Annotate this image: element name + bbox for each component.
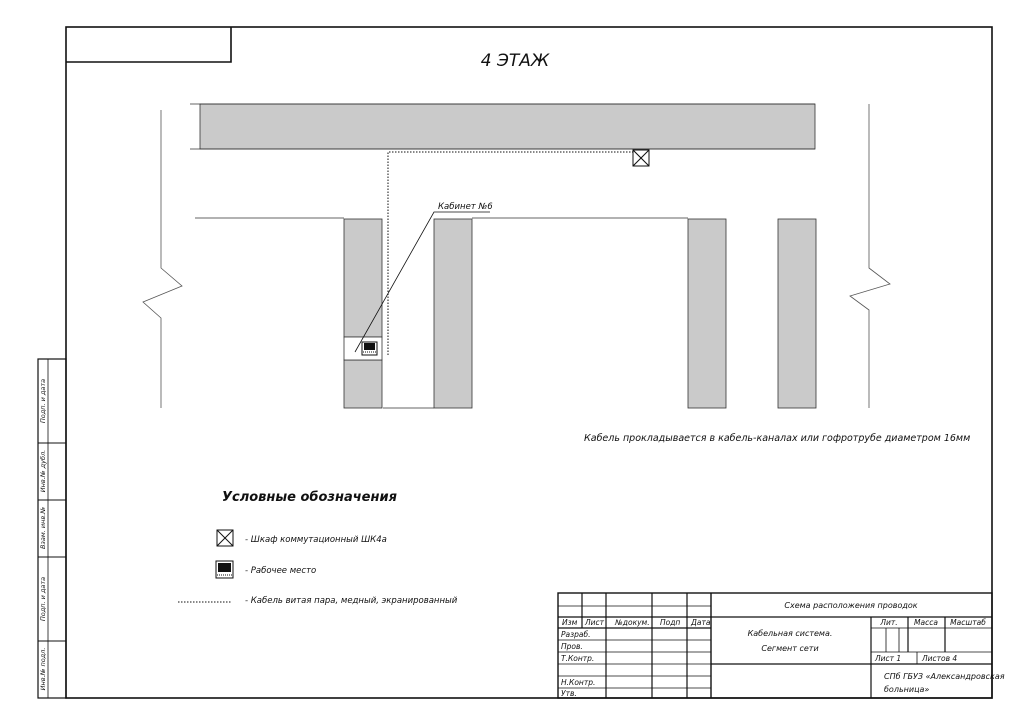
stamp-col-scale: Масштаб xyxy=(950,618,986,627)
cable-note: Кабель прокладывается в кабель-каналах или гофротрубе диаметром 16мм xyxy=(584,433,971,444)
stamp-header-date: Дата xyxy=(691,618,711,627)
cable-route xyxy=(388,152,641,355)
legend-item-cabinet: - Шкаф коммутационный ШК4а xyxy=(245,535,387,545)
stamp-org-line2: больница» xyxy=(884,685,930,694)
corridor-wall xyxy=(200,104,815,149)
stamp-header-sign: Подп xyxy=(660,618,681,627)
stamp-col-mass: Масса xyxy=(914,618,938,627)
legend xyxy=(178,490,458,606)
legend-item-workstation: - Рабочее место xyxy=(245,566,317,576)
cabinet-cross-icon xyxy=(633,150,649,166)
stamp-system-line2: Сегмент сети xyxy=(761,644,819,653)
stamp-org-line1: СПб ГБУЗ «Александровская xyxy=(884,672,1005,681)
side-strip xyxy=(38,359,66,698)
stamp-header-izm: Изм xyxy=(562,618,578,627)
stamp-sheets-total: Листов 4 xyxy=(922,654,958,663)
stamp-sheet-no: Лист 1 xyxy=(875,654,902,663)
wall-block-4 xyxy=(778,219,816,408)
stamp-col-lit: Лит. xyxy=(880,618,898,627)
floor-plan xyxy=(143,104,890,408)
workstation-icon xyxy=(362,342,377,355)
corner-stamp-box xyxy=(66,27,231,62)
side-label-5: Инв.№ подл. xyxy=(39,647,47,691)
stamp-row-prov: Пров. xyxy=(561,642,583,651)
stamp-row-tkontr: Т.Контр. xyxy=(561,654,595,663)
stamp-row-nkontr: Н.Контр. xyxy=(561,678,596,687)
wall-block-3 xyxy=(688,219,726,408)
side-label-4: Подп. и дата xyxy=(39,576,47,622)
stamp-row-utv: Утв. xyxy=(561,689,577,698)
stamp-row-razrab: Разраб. xyxy=(561,630,591,639)
break-line-right xyxy=(850,104,890,408)
stamp-header-doc: №докум. xyxy=(615,618,650,627)
side-label-2: Инв.№ дубл. xyxy=(39,449,47,493)
stamp-system-line1: Кабельная система. xyxy=(747,629,833,638)
legend-item-cable: - Кабель витая пара, медный, экранированный xyxy=(245,596,458,606)
wall-block-2 xyxy=(434,219,472,408)
stamp-header-list: Лист xyxy=(585,618,605,627)
callout-label: Кабинет №6 xyxy=(438,202,493,212)
wall-block-1 xyxy=(344,219,382,337)
side-label-3: Взам. инв.№ xyxy=(39,506,47,550)
page-title: 4 ЭТАЖ xyxy=(480,51,550,71)
title-block-text xyxy=(561,601,1005,698)
workstation-icon xyxy=(216,561,233,578)
side-label-1: Подп. и дата xyxy=(39,378,47,424)
break-line-left xyxy=(143,110,182,408)
wall-block-1-lower xyxy=(344,360,382,408)
stamp-doc-title: Схема расположения проводок xyxy=(784,601,918,610)
legend-title: Условные обозначения xyxy=(222,490,397,505)
cabinet-cross-icon xyxy=(217,530,233,546)
